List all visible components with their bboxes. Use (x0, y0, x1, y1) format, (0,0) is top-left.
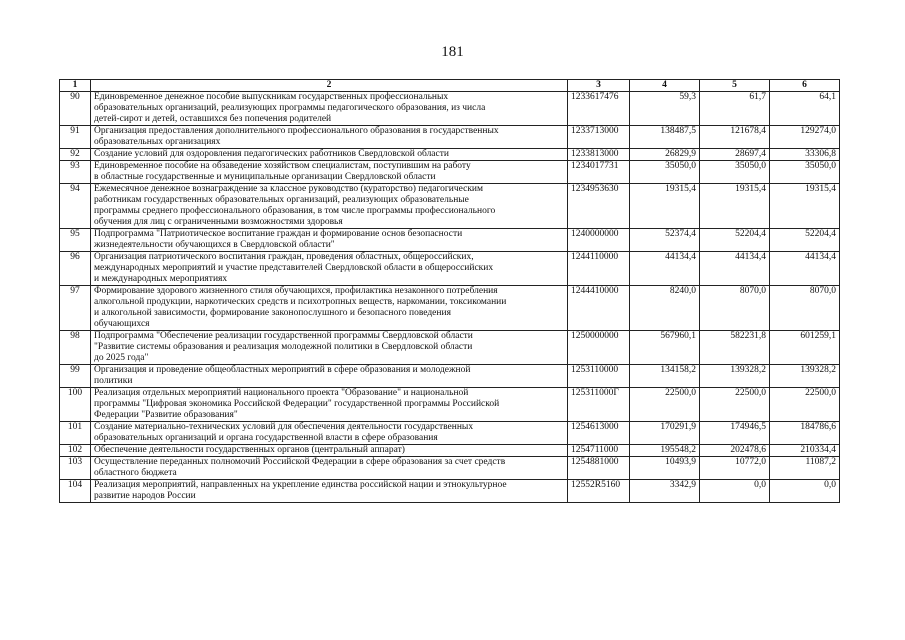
row-value-col6: 22500,0 (770, 388, 840, 422)
row-value-col4: 10493,9 (630, 457, 700, 480)
table-row (60, 229, 840, 252)
row-value-col5: 10772,0 (700, 457, 770, 480)
row-description: Реализация мероприятий, направленных на укрепление единства российской нации и этнокультурное развитие народов России (91, 480, 568, 503)
column-header: 4 (630, 80, 700, 92)
row-code: 1233713000 (568, 126, 630, 149)
row-value-col4: 59,3 (630, 92, 700, 126)
row-value-col5: 19315,4 (700, 184, 770, 229)
row-value-col5: 174946,5 (700, 422, 770, 445)
row-value-col4: 26829,9 (630, 149, 700, 161)
row-code: 1233617476 (568, 92, 630, 126)
table-row (60, 457, 840, 480)
column-header: 1 (60, 80, 91, 92)
row-code: 1234017731 (568, 161, 630, 184)
row-description: Организация и проведение общеобластных мероприятий в сфере образования и молодежной политики (91, 365, 568, 388)
row-code: 12552R5160 (568, 480, 630, 503)
row-value-col6: 8070,0 (770, 286, 840, 331)
row-value-col4: 138487,5 (630, 126, 700, 149)
row-code: 1234953630 (568, 184, 630, 229)
row-number: 97 (60, 286, 91, 331)
row-value-col4: 3342,9 (630, 480, 700, 503)
row-description: Осуществление переданных полномочий Российской Федерации в сфере образования за счет средств областного бюджета (91, 457, 568, 480)
row-number: 96 (60, 252, 91, 286)
table-row (60, 388, 840, 422)
row-description: Создание материально-технических условий для обеспечения деятельности государственных образовательных организаций и органа государственной власти в сфере образования (91, 422, 568, 445)
table-row (60, 331, 840, 365)
row-value-col5: 35050,0 (700, 161, 770, 184)
column-header: 6 (770, 80, 840, 92)
row-value-col4: 35050,0 (630, 161, 700, 184)
row-value-col4: 8240,0 (630, 286, 700, 331)
row-value-col4: 195548,2 (630, 445, 700, 457)
row-value-col6: 64,1 (770, 92, 840, 126)
header-row (60, 80, 840, 92)
row-number: 99 (60, 365, 91, 388)
row-value-col5: 0,0 (700, 480, 770, 503)
table-body (60, 92, 840, 503)
row-value-col5: 44134,4 (700, 252, 770, 286)
row-code: 1254881000 (568, 457, 630, 480)
row-value-col4: 22500,0 (630, 388, 700, 422)
row-code: 1250000000 (568, 331, 630, 365)
row-value-col5: 8070,0 (700, 286, 770, 331)
row-number: 94 (60, 184, 91, 229)
row-number: 92 (60, 149, 91, 161)
row-description: Единовременное денежное пособие выпускникам государственных профессиональных образовательных организаций, реализующих программы педагогического образования, из числа детей-сирот и детей, оставшихся без попечения родителей (91, 92, 568, 126)
table-row (60, 92, 840, 126)
row-value-col5: 61,7 (700, 92, 770, 126)
row-number: 93 (60, 161, 91, 184)
row-value-col5: 28697,4 (700, 149, 770, 161)
row-value-col6: 11087,2 (770, 457, 840, 480)
row-number: 95 (60, 229, 91, 252)
row-code: 1253110000 (568, 365, 630, 388)
row-description: Организация предоставления дополнительного профессионального образования в государственных образовательных организациях (91, 126, 568, 149)
row-number: 102 (60, 445, 91, 457)
row-number: 90 (60, 92, 91, 126)
row-value-col6: 139328,2 (770, 365, 840, 388)
row-value-col5: 121678,4 (700, 126, 770, 149)
row-description: Формирование здорового жизненного стиля обучающихся, профилактика незаконного потребления алкогольной продукции, наркотических средств и психотропных веществ, наркомании, токсикомании и алкогольной зависимости, формирование законопослушного и безопасного поведения обучающихся (91, 286, 568, 331)
row-value-col4: 567960,1 (630, 331, 700, 365)
row-value-col5: 202478,6 (700, 445, 770, 457)
row-value-col6: 210334,4 (770, 445, 840, 457)
row-code: 1244410000 (568, 286, 630, 331)
row-value-col6: 35050,0 (770, 161, 840, 184)
row-code: 1244110000 (568, 252, 630, 286)
row-description: Ежемесячное денежное вознаграждение за классное руководство (кураторство) педагогическим работникам государственных образовательных организаций, реализующих образовательные программы среднего профессионального образования, в том числе программы профессионального обучения для лиц с ограниченными возможностями здоровья (91, 184, 568, 229)
row-value-col5: 52204,4 (700, 229, 770, 252)
table-row (60, 422, 840, 445)
row-description: Подпрограмма "Патриотическое воспитание граждан и формирование основ безопасности жизнедеятельности обучающихся в Свердловской области" (91, 229, 568, 252)
table-row (60, 445, 840, 457)
table-row (60, 126, 840, 149)
table-row (60, 184, 840, 229)
row-number: 98 (60, 331, 91, 365)
column-header: 3 (568, 80, 630, 92)
row-value-col4: 134158,2 (630, 365, 700, 388)
row-code: 1233813000 (568, 149, 630, 161)
row-value-col6: 44134,4 (770, 252, 840, 286)
row-value-col5: 139328,2 (700, 365, 770, 388)
row-value-col6: 33306,8 (770, 149, 840, 161)
row-value-col6: 19315,4 (770, 184, 840, 229)
row-description: Единовременное пособие на обзаведение хозяйством специалистам, поступившим на работу в областные государственные и муниципальные организации Свердловской области (91, 161, 568, 184)
budget-table (59, 79, 840, 503)
row-number: 101 (60, 422, 91, 445)
row-value-col6: 601259,1 (770, 331, 840, 365)
row-value-col4: 170291,9 (630, 422, 700, 445)
row-value-col4: 52374,4 (630, 229, 700, 252)
row-value-col5: 582231,8 (700, 331, 770, 365)
row-value-col5: 22500,0 (700, 388, 770, 422)
table-row (60, 252, 840, 286)
row-description: Реализация отдельных мероприятий национального проекта "Образование" и национальной программы "Цифровая экономика Российской Федерации" государственной программы Российской Федерации "Развитие образования" (91, 388, 568, 422)
table-row (60, 161, 840, 184)
row-description: Организация патриотического воспитания граждан, проведения областных, общероссийских, международных мероприятий и участие представителей Свердловской области в общероссийских и международных мероприятиях (91, 252, 568, 286)
row-value-col6: 52204,4 (770, 229, 840, 252)
table-row (60, 480, 840, 503)
row-value-col4: 19315,4 (630, 184, 700, 229)
page-number: 181 (441, 44, 464, 60)
row-description: Подпрограмма "Обеспечение реализации государственной программы Свердловской области "Развитие системы образования и реализация молодежной политики в Свердловской области до 2025 года" (91, 331, 568, 365)
row-number: 103 (60, 457, 91, 480)
row-number: 104 (60, 480, 91, 503)
column-header: 2 (91, 80, 568, 92)
row-code: 125311000Г (568, 388, 630, 422)
row-value-col6: 184786,6 (770, 422, 840, 445)
table-row (60, 286, 840, 331)
table-row (60, 149, 840, 161)
row-code: 1240000000 (568, 229, 630, 252)
table-row (60, 365, 840, 388)
row-number: 100 (60, 388, 91, 422)
row-description: Обеспечение деятельности государственных органов (центральный аппарат) (91, 445, 568, 457)
row-number: 91 (60, 126, 91, 149)
row-description: Создание условий для оздоровления педагогических работников Свердловской области (91, 149, 568, 161)
row-value-col6: 0,0 (770, 480, 840, 503)
column-header: 5 (700, 80, 770, 92)
row-code: 1254711000 (568, 445, 630, 457)
row-code: 1254613000 (568, 422, 630, 445)
row-value-col6: 129274,0 (770, 126, 840, 149)
row-value-col4: 44134,4 (630, 252, 700, 286)
